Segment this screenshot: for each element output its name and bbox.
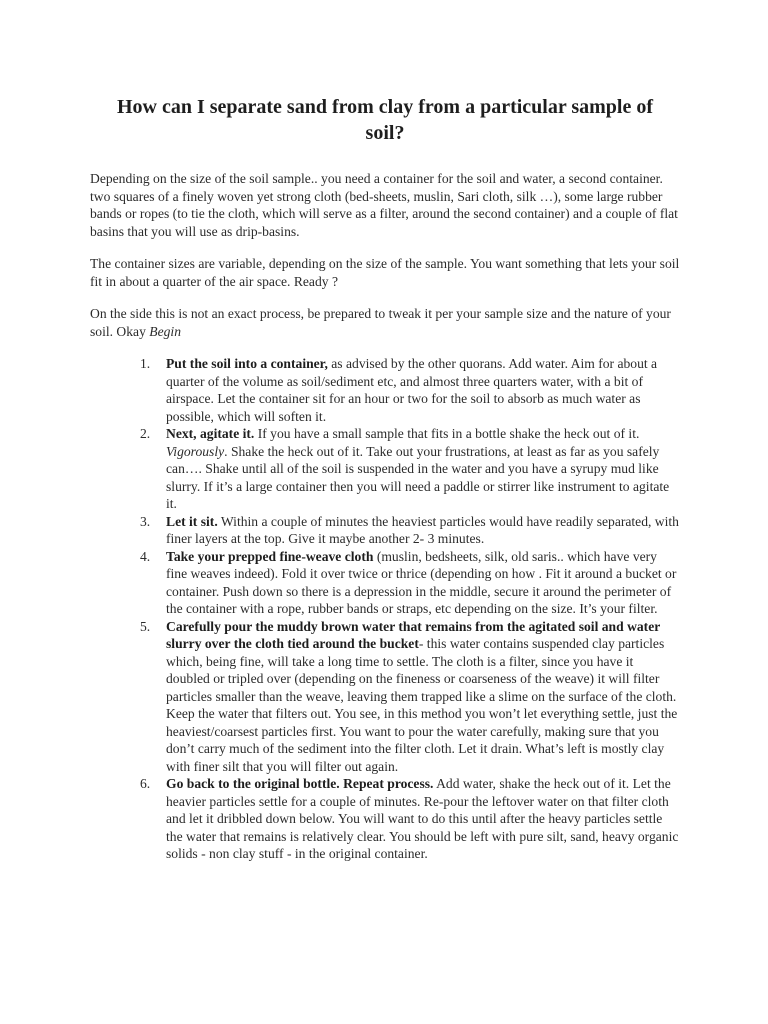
begin-emphasis: Begin: [149, 323, 181, 339]
step-text: Within a couple of minutes the heaviest particles would have readily separated, with finer layers at the top. Give it maybe another 2- 3 minutes.: [166, 513, 679, 546]
step-heading: Next, agitate it.: [166, 426, 255, 441]
step-heading: Put the soil into a container,: [166, 356, 328, 371]
step-heading: Carefully pour the muddy brown water that remains from the agitated soil and water slurry over the cloth tied around the bucket: [166, 618, 661, 651]
step-number: 3.: [140, 513, 151, 529]
intro-paragraph-3: [90, 305, 680, 340]
list-item: [140, 775, 680, 863]
step-number: 6.: [140, 776, 151, 791]
step-text: If you have a small sample that fits in a bottle shake the heck out of it.: [254, 426, 640, 441]
list-item: [140, 355, 680, 425]
step-number: 1.: [140, 356, 151, 371]
list-item: [140, 425, 680, 513]
step-heading: Go back to the original bottle. Repeat process.: [166, 776, 434, 791]
step-number: 2.: [140, 426, 151, 441]
step-text: Add water, shake the heck out of it. Let the heavier particles settle for a couple of minutes. Re-pour the leftover water on that filter cloth and let it dribbled down below. You will want to do this until after the heavy particles settle the water that remains is relatively clear. You should be left with pure silt, sand, heavy organic solids - non clay stuff - in the original container.: [166, 776, 679, 861]
step-number: 4.: [140, 548, 151, 564]
step-text: as advised by the other quorans. Add water. Aim for about a quarter of the volume as soil/sediment etc, and almost three quarters water, with a bit of airspace. Let the container sit for an hour or two for the soil to absorb as much water as possible, which will soften it.: [166, 356, 658, 424]
step-heading: Take your prepped fine-weave cloth: [166, 548, 374, 564]
steps-list: [90, 355, 680, 863]
document-title: How can I separate sand from clay from a particular sample of soil?: [116, 96, 654, 144]
step-number: 5.: [140, 618, 151, 634]
step-text: (muslin, bedsheets, silk, old saris.. which have very fine weaves indeed). Fold it over twice or thrice (depending on how . Fit it around a bucket or container. Push down so there is a depression in the middle, secure it around the perimeter of the container with a rope, rubber bands or straps, etc depending on the size. It’s your filter.: [166, 548, 677, 616]
intro-paragraph-2: The container sizes are variable, depending on the size of the sample. You want something that lets your soil fit in about a quarter of the air space. Ready ?: [90, 256, 680, 289]
intro-paragraph-1: Depending on the size of the soil sample.. you need a container for the soil and water, a second container. two squares of a finely woven yet strong cloth (bed-sheets, muslin, Sari cloth, silk …), some large rubber bands or ropes (to tie the cloth, which will serve as a filter, around the second container) and a couple of flat basins that you will use as drip-basins.: [90, 171, 678, 239]
step-heading: Let it sit.: [166, 513, 218, 529]
step-text-after: . Shake the heck out of it. Take out your frustrations, at least as far as you safely can…. Shake until all of the soil is suspended in the water and you have a syrupy mud like slurry. If it’s a large container then you will need a paddle or stirrer like instrument to agitate it.: [166, 443, 670, 511]
list-item: [140, 513, 680, 548]
step-emphasis: Vigorously: [166, 443, 225, 459]
list-item: [140, 548, 680, 618]
intro-paragraph-3-text: On the side this is not an exact process, be prepared to tweak it per your sample size and the nature of your soil. Okay: [90, 306, 671, 339]
step-text: - this water contains suspended clay particles which, being fine, will take a long time to settle. The cloth is a filter, since you have it doubled or tripled over (depending on the fineness or coarseness of the weave) it will filter particles smaller than the weave, leaving them trapped like a slime on the surface of the cloth. Keep the water that filters out. You see, in this method you won’t let everything settle, just the heaviest/coarsest particles first. You want to pour the water carefully, making sure that you don’t carry much of the sediment into the filter cloth. Let it drain. What’s left is mostly clay with finer silt that you will filter out again.: [166, 636, 678, 774]
list-item: [140, 618, 680, 776]
